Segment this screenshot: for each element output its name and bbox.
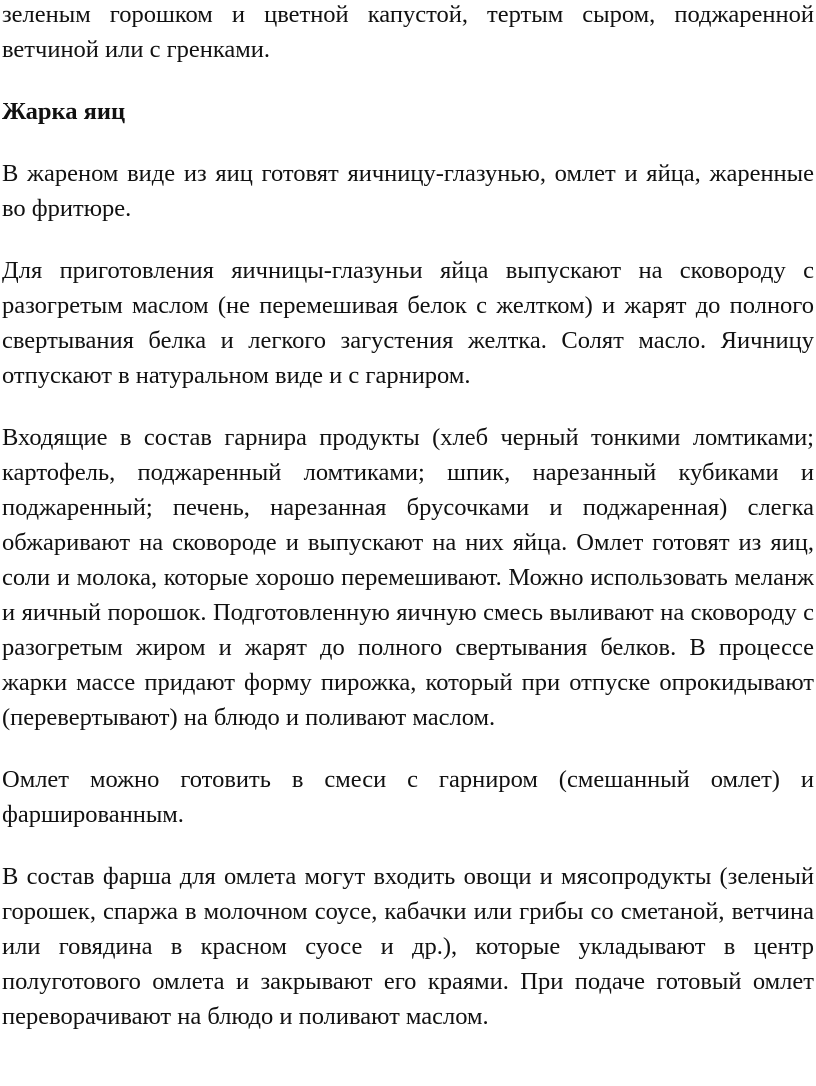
paragraph-stuffing: В состав фарша для омлета могут входить овощи и мясопродукты (зеленый горошек, спаржа в молочном соусе, кабачки или грибы со сметаной, ветчина или говядина в красном суосе и др.), которые укладывают в центр полуготового омлета и закрывают его краями. При подаче готовый омлет переворачивают на блюдо и поливают маслом. [2, 863, 814, 1030]
paragraph-garnish-omelet: Входящие в состав гарнира продукты (хлеб черный тонкими ломтиками; картофель, поджаренный ломтиками; шпик, нарезанный кубиками и поджаренный; печень, нарезанная брусочками и поджаренная) слегка обжаривают на сковороде и выпускают на них яйца. Омлет готовят из яиц, соли и молока, которые хорошо перемешивают. Можно использовать меланж и яичный порошок. Подготовленную яичную смесь выливают на сковороду с разогретым жиром и жарят до полного свертывания белков. В процессе жарки массе придают форму пирожка, который при отпуске опрокидывают (перевертывают) на блюдо и поливают маслом. [2, 424, 814, 731]
paragraph-continuation: зеленым горошком и цветной капустой, тертым сыром, поджаренной ветчиной или с гренками. [2, 1, 814, 63]
paragraph-intro: В жареном виде из яиц готовят яичницу-глазунью, омлет и яйца, жаренные во фритюре. [2, 160, 814, 222]
paragraph-fried-eggs: Для приготовления яичницы-глазуньи яйца выпускают на сковороду с разогретым маслом (не перемешивая белок с желтком) и жарят до полного свертывания белка и легкого загустения желтка. Солят масло. Яичницу отпускают в натуральном виде и с гарниром. [2, 257, 814, 389]
paragraph-mixed-omelet: Омлет можно готовить в смеси с гарниром (смешанный омлет) и фаршированным. [2, 766, 814, 828]
section-heading: Жарка яиц [2, 98, 126, 125]
